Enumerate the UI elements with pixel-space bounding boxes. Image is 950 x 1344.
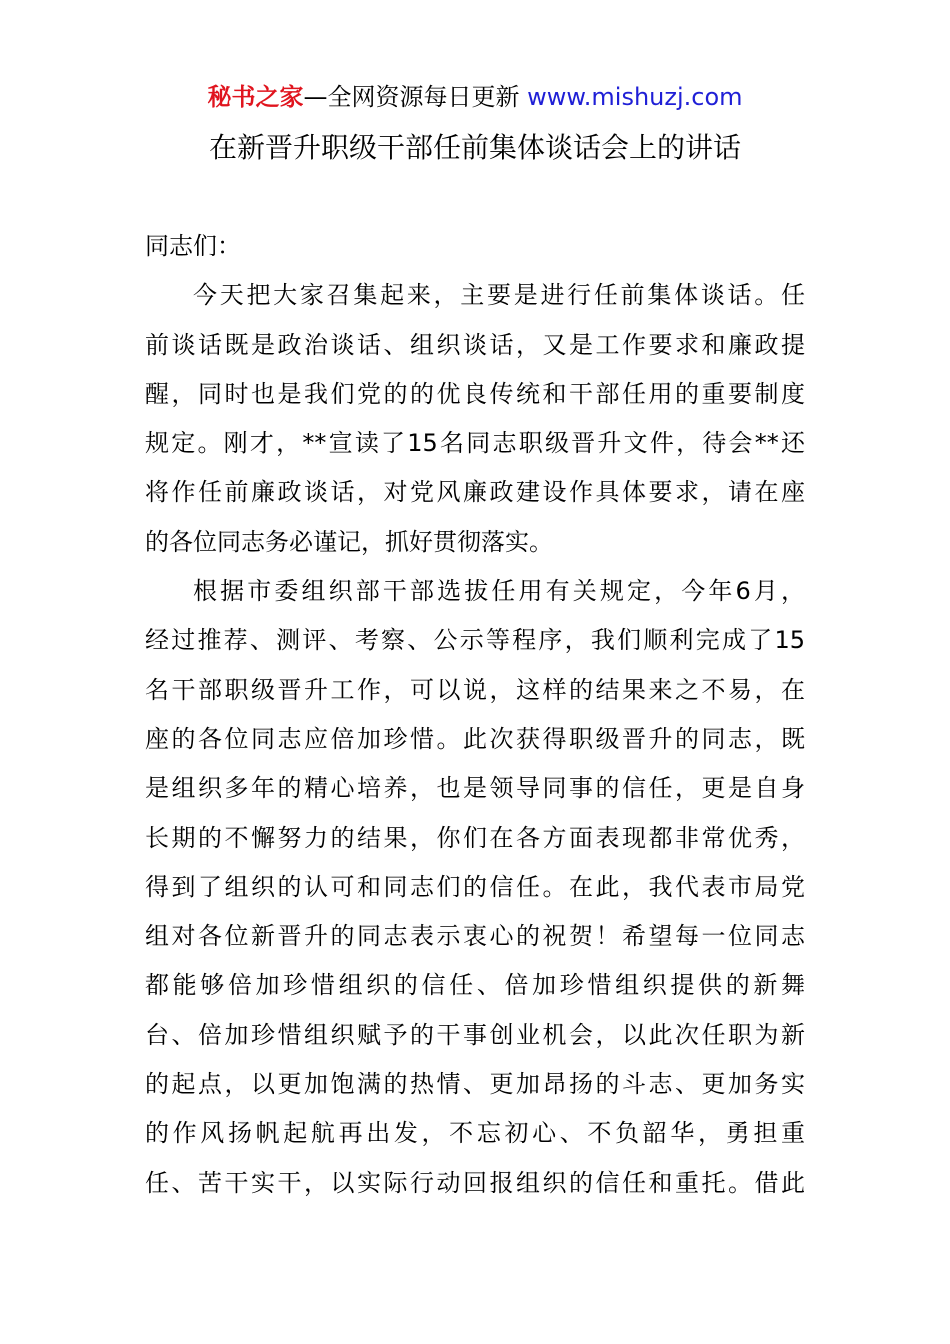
paragraph-line: 长期的不懈努力的结果，你们在各方面表现都非常优秀，	[145, 823, 805, 852]
paragraph-line: 座的各位同志应倍加珍惜。此次获得职级晋升的同志，既	[145, 724, 805, 753]
paragraph-line: 得到了组织的认可和同志们的信任。在此，我代表市局党	[145, 872, 805, 901]
document-title: 在新晋升职级干部任前集体谈话会上的讲话	[208, 131, 741, 164]
paragraph-line: 今天把大家召集起来，主要是进行任前集体谈话。任	[193, 281, 805, 310]
paragraph-line: 规定。刚才，**宣读了15名同志职级晋升文件，待会**还	[145, 429, 805, 458]
brand-name: 秘书之家	[207, 83, 304, 111]
paragraph-line: 的作风扬帆起航再出发，不忘初心、不负韶华，勇担重	[145, 1119, 805, 1148]
paragraph-line: 将作任前廉政谈话，对党风廉政建设作具体要求，请在座	[145, 478, 805, 507]
site-url-link[interactable]: www.mishuzj.com	[527, 83, 743, 111]
paragraph-line: 的起点，以更加饱满的热情、更加昂扬的斗志、更加务实	[145, 1070, 805, 1099]
paragraph-line: 台、倍加珍惜组织赋予的干事创业机会，以此次任职为新	[145, 1020, 805, 1049]
paragraph-2	[145, 567, 805, 1208]
site-header	[0, 80, 950, 114]
paragraph-line: 组对各位新晋升的同志表示衷心的祝贺！希望每一位同志	[145, 922, 805, 951]
paragraph-line: 是组织多年的精心培养，也是领导同事的信任，更是自身	[145, 774, 805, 803]
paragraph-line: 的各位同志务必谨记，抓好贯彻落实。	[145, 527, 553, 556]
site-tagline: —全网资源每日更新	[303, 83, 528, 111]
paragraph-1	[145, 271, 805, 567]
document-body	[145, 222, 805, 1208]
paragraph-line: 都能够倍加珍惜组织的信任、倍加珍惜组织提供的新舞	[145, 971, 805, 1000]
salutation: 同志们：	[145, 232, 241, 260]
paragraph-line: 经过推荐、测评、考察、公示等程序，我们顺利完成了15	[145, 626, 805, 655]
paragraph-line: 前谈话既是政治谈话、组织谈话，又是工作要求和廉政提	[145, 330, 805, 359]
paragraph-line: 醒，同时也是我们党的的优良传统和干部任用的重要制度	[145, 379, 805, 408]
paragraph-line: 根据市委组织部干部选拔任用有关规定，今年6月，	[193, 577, 805, 606]
paragraph-line: 任、苦干实干，以实际行动回报组织的信任和重托。借此	[145, 1168, 805, 1197]
paragraph-line: 名干部职级晋升工作，可以说，这样的结果来之不易，在	[145, 675, 805, 704]
